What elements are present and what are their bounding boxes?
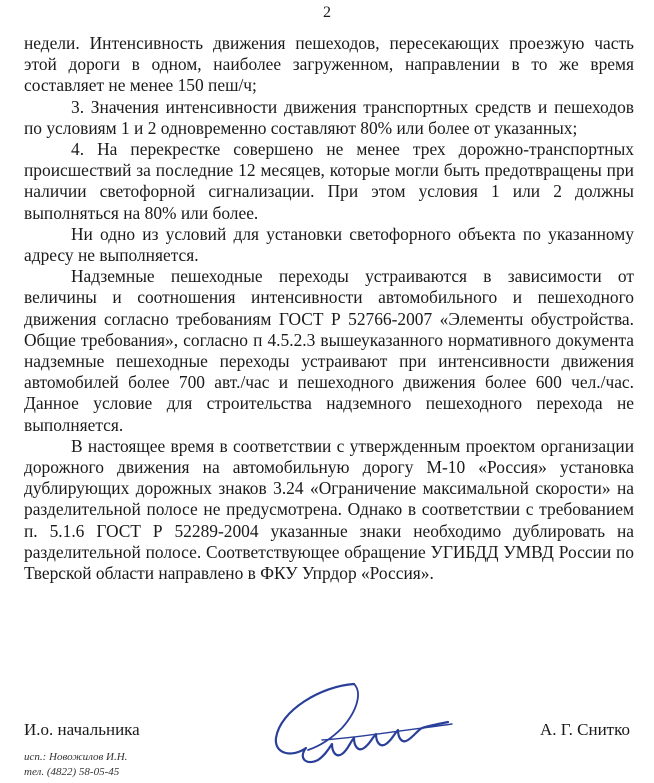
letter-body <box>24 33 634 584</box>
executor-phone: тел. (4822) 58-05-45 <box>24 766 120 778</box>
executor-info <box>24 750 127 780</box>
executor-name: исп.: Новожилов И.Н. <box>24 751 128 763</box>
paragraph-condition-3: 3. Значения интенсивности движения транспортных средств и пешеходов по условиям 1 и 2 одновременно составляют 80% или более от указанных; <box>24 96 634 138</box>
paragraph-continuation: недели. Интенсивность движения пешеходов, пересекающих проезжую часть этой дороги в одном, наиболее загруженном, направлении в то же время составляет не менее 150 пеш/ч; <box>24 33 634 96</box>
paragraph-condition-4: 4. На перекрестке совершено не менее трех дорожно-транспортных происшествий за последние 12 месяцев, которые могли быть предотвращены при наличии светофорной сигнализации. При этом условия 1 или 2 должны выполняться на 80% или более. <box>24 139 634 223</box>
paragraph-speed-signs: В настоящее время в соответствии с утвержденным проектом организации дорожного движения на автомобильную дорогу М-10 «Россия» установка дублирующих дорожных знаков 3.24 «Ограничение максимальной скорости» на разделительной полосе не предусмотрена. Однако в соответствии с требованием п. 5.1.6 ГОСТ Р 52289-2004 указанные знаки необходимо дублировать на разделительной полосе. Соответствующее обращение УГИБДД УМВД России по Тверской области направлено в ФКУ Упрдор «Россия». <box>24 435 634 584</box>
signatory-name: А. Г. Снитко <box>539 720 630 739</box>
paragraph-overpass: Надземные пешеходные переходы устраиваются в зависимости от величины и соотношения интенсивности автомобильного и пешеходного движения согласно требованиям ГОСТ Р 52766-2007 «Элементы обустройства. Общие требования», согласно п 4.5.2.3 вышеуказанного нормативного документа надземные пешеходные переходы устраивают при интенсивности движения автомобилей более 700 авт./час и пешеходного движения более 600 чел./час. Данное условие для строительства надземного пешеходного перехода не выполняется. <box>24 266 634 435</box>
paragraph-conclusion-traffic-light: Ни одно из условий для установки светофорного объекта по указанному адресу не выполняется. <box>24 223 634 266</box>
page-number: 2 <box>323 4 331 21</box>
signatory-title: И.о. начальника <box>24 720 140 739</box>
signature-block <box>0 720 654 744</box>
